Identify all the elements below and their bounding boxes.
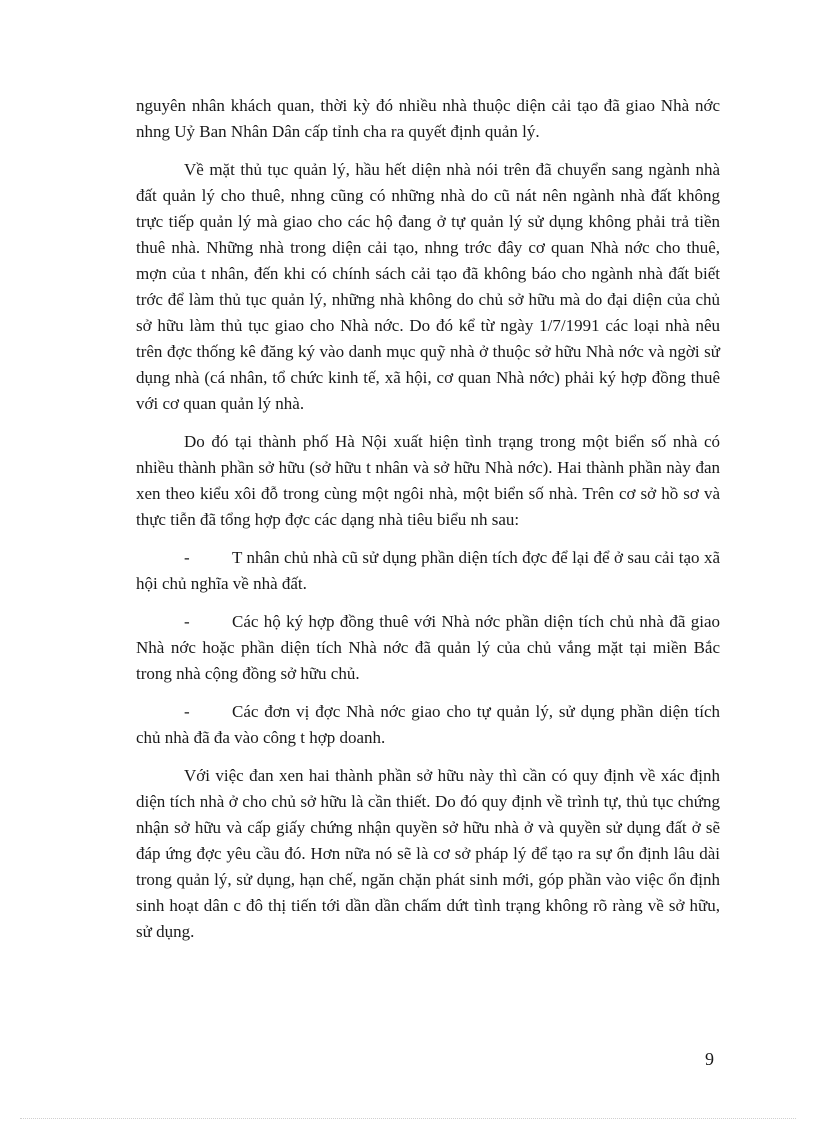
bullet-item (136, 699, 720, 751)
bullet-text: T nhân chủ nhà cũ sử dụng phần diện tích đợc để lại để ở sau cải tạo xã hội chủ nghĩa về nhà đất. (136, 548, 720, 593)
bullet-dash: - (184, 548, 190, 567)
bullet-text: Các đơn vị đợc Nhà nớc giao cho tự quản lý, sử dụng phần diện tích chủ nhà đã đa vào công t hợp doanh. (136, 702, 720, 747)
page-content (136, 93, 720, 957)
bullet-item (136, 609, 720, 687)
paragraph-continuation: nguyên nhân khách quan, thời kỳ đó nhiều nhà thuộc diện cải tạo đã giao Nhà nớc nhng Uỷ Ban Nhân Dân cấp tỉnh cha ra quyết định quản lý. (136, 96, 720, 141)
page-bottom-divider (20, 1118, 796, 1119)
paragraph-hanoi-situation: Do đó tại thành phố Hà Nội xuất hiện tình trạng trong một biển số nhà có nhiều thành phần sở hữu (sở hữu t nhân và sở hữu Nhà nớc). Hai thành phần này đan xen theo kiểu xôi đỗ trong cùng một ngôi nhà, một biển số nhà. Trên cơ sở hồ sơ và thực tiễn đã tổng hợp đợc các dạng nhà tiêu biểu nh sau: (136, 432, 720, 529)
bullet-dash: - (184, 702, 190, 721)
bullet-text: Các hộ ký hợp đồng thuê với Nhà nớc phần diện tích chủ nhà đã giao Nhà nớc hoặc phần diện tích Nhà nớc đã quản lý của chủ vắng mặt tại miền Bắc trong nhà cộng đồng sở hữu chủ. (136, 612, 720, 683)
bullet-item (136, 545, 720, 597)
paragraph-management-procedure: Về mặt thủ tục quản lý, hầu hết diện nhà nói trên đã chuyển sang ngành nhà đất quản lý cho thuê, nhng cũng có những nhà do cũ nát nên ngành nhà đất không trực tiếp quản lý mà giao cho các hộ đang ở tự quản lý sử dụng không phải trả tiền thuê nhà. Những nhà trong diện cải tạo, nhng trớc đây cơ quan Nhà nớc cho thuê, mợn của t nhân, đến khi có chính sách cải tạo đã không báo cho ngành nhà đất biết trớc để làm thủ tục quản lý, những nhà không do chủ sở hữu mà do đại diện của chủ sở hữu làm thủ tục giao cho Nhà nớc. Do đó kể từ ngày 1/7/1991 các loại nhà nêu trên đợc thống kê đăng ký vào danh mục quỹ nhà ở thuộc sở hữu Nhà nớc và ngời sử dụng nhà (cá nhân, tổ chức kinh tế, xã hội, cơ quan Nhà nớc) phải ký hợp đồng thuê với cơ quan quản lý nhà. (136, 160, 720, 413)
bullet-dash: - (184, 612, 190, 631)
paragraph-closing: Với việc đan xen hai thành phần sở hữu này thì cần có quy định về xác định diện tích nhà ở cho chủ sở hữu là cần thiết. Do đó quy định về trình tự, thủ tục chứng nhận sở hữu và cấp giấy chứng nhận quyền sở hữu nhà ở và quyền sử dụng đất ở sẽ đáp ứng đợc yêu cầu đó. Hơn nữa nó sẽ là cơ sở pháp lý để tạo ra sự ổn định lâu dài trong quản lý, sử dụng, hạn chế, ngăn chặn phát sinh mới, góp phần vào việc ổn định sinh hoạt dân c đô thị tiến tới dần dần chấm dứt tình trạng không rõ ràng về sở hữu, sử dụng. (136, 766, 720, 941)
page-number: 9 (705, 1049, 714, 1069)
